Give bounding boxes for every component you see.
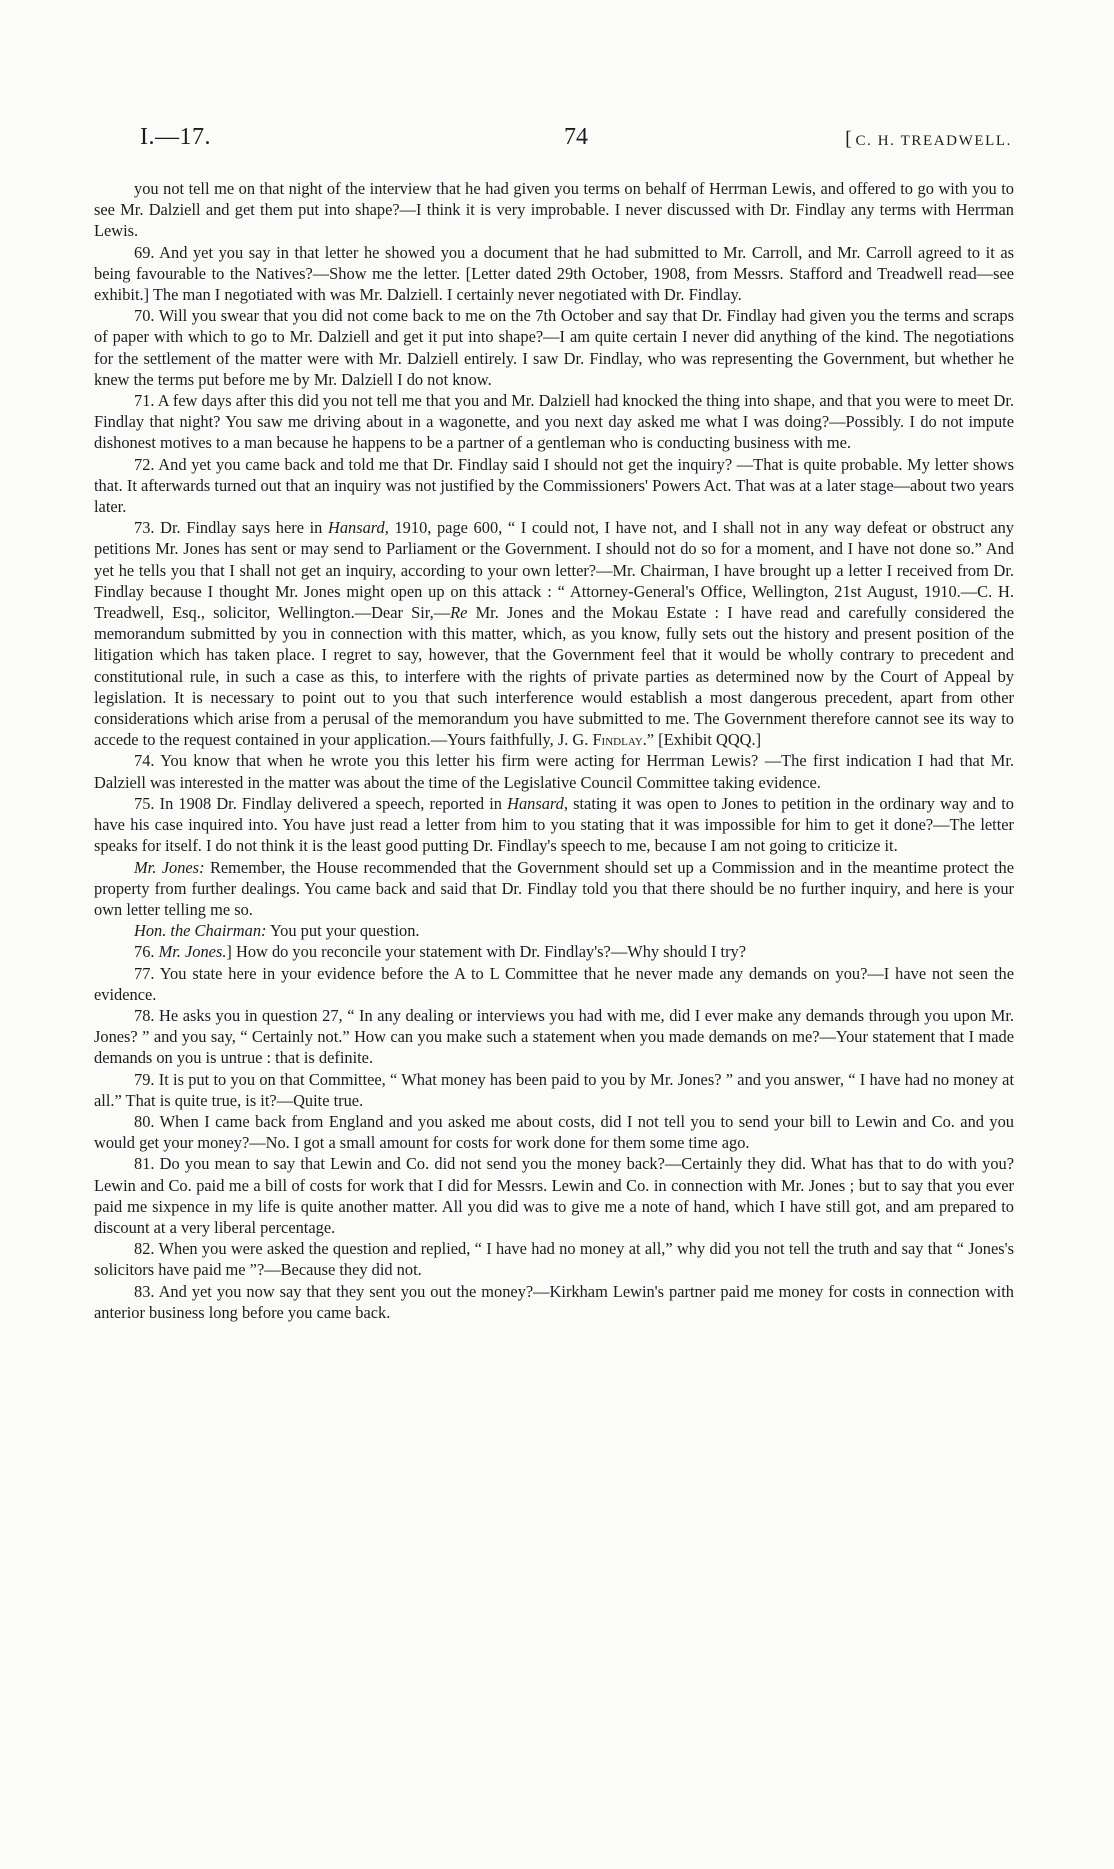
text-run: 75. In 1908 Dr. Findlay delivered a speech, reported in — [134, 793, 508, 813]
transcript-paragraph: 74. You know that when he wrote you this letter his firm were acting for Herrman Lewis? —The first indication I had that Mr. Dalziell was interested in the matter was about the time of the Legislative Council Committee taking evidence. — [94, 751, 1014, 792]
witness-name-header — [845, 128, 1012, 151]
text-run: You put your question. — [266, 921, 420, 941]
italic-text: Re — [450, 603, 468, 623]
transcript-paragraph: 69. And yet you say in that letter he showed you a document that he had submitted to Mr. Carroll, and Mr. Carroll agreed to it as being favourable to the Natives?—Show me the letter. [Letter dated 29th October, 1908, from Messrs. Stafford and Treadwell read—see exhibit.] The man I negotiated with was Mr. Dalziell. I certainly never negotiated with Dr. Findlay. — [94, 242, 1014, 305]
transcript-paragraph: 72. And yet you came back and told me that Dr. Findlay said I should not get the inquiry? —That is quite probable. My letter shows that. It afterwards turned out that an inquiry was not justified by the Commissioners' Powers Act. That was at a later stage—about two years later. — [94, 454, 1014, 517]
text-run: 76. — [134, 942, 159, 962]
bracket-glyph: [ — [845, 128, 854, 150]
text-run: Remember, the House recommended that the Government should set up a Commission and in the meantime protect the property from further dealings. You came back and said that Dr. Findlay told you that there should be no further inquiry, and here is your own letter telling me so. — [94, 857, 1015, 919]
text-run: .” [Exhibit QQQ.] — [642, 730, 762, 750]
witness-name: C. H. TREADWELL. — [855, 133, 1012, 149]
transcript-paragraph: 77. You state here in your evidence before the A to L Committee that he never made any demands on you?—I have not seen the evidence. — [94, 963, 1014, 1004]
page-header — [140, 124, 1012, 164]
transcript-paragraph: 82. When you were asked the question and replied, “ I have had no money at all,” why did you not tell the truth and say that “ Jones's solicitors have paid me ”?—Because they did not. — [94, 1239, 1014, 1280]
transcript-paragraph: 78. He asks you in question 27, “ In any dealing or interviews you had with me, did I ever make any demands through you upon Mr. Jones? ” and you say, “ Certainly not.” How can you make such a statement when you made demands on me?—Your statement that I made demands on you is untrue : that is definite. — [94, 1005, 1014, 1068]
transcript-paragraph — [94, 857, 1014, 921]
transcript-paragraph — [94, 941, 1014, 962]
italic-text: Hon. the Chairman: — [134, 921, 267, 941]
transcript-body — [94, 178, 1014, 1323]
transcript-paragraph — [94, 920, 1014, 941]
italic-text: Hansard — [507, 793, 564, 813]
text-run: , 1910, page 600, “ I could not, I have not, and I shall not in any way defeat or obstruct any petitions Mr. Jones has sent or may send to Parliament or the Government. I should not do so for a moment, and I have not done so.” And yet he tells you that I shall not get an inquiry, according to your own letter?—Mr. Chairman, I have brought up a letter I received from Dr. Findlay because I thought Mr. Jones might open up on this attack : “ Attorney-General's Office, Wellington, 21st August, 1910.—C. H. Treadwell, Esq., solicitor, Wellington.—Dear Sir,— — [94, 518, 1014, 623]
text-run: 73. Dr. Findlay says here in — [134, 518, 328, 538]
transcript-paragraph: 79. It is put to you on that Committee, “ What money has been paid to you by Mr. Jones? ” and you answer, “ I have had no money at all.” That is quite true, is it?—Quite true. — [94, 1069, 1014, 1110]
transcript-paragraph: 83. And yet you now say that they sent you out the money?—Kirkham Lewin's partner paid me money for costs in connection with anterior business long before you came back. — [94, 1281, 1014, 1322]
text-run: ] How do you reconcile your statement with Dr. Findlay's?—Why should I try? — [226, 942, 747, 962]
text-run: , stating it was open to Jones to petition in the ordinary way and to have his case inquired into. You have just read a letter from him to you stating that it was impossible for him to get it done?—The letter speaks for itself. I do not think it is the least good putting Dr. Findlay's speech to me, because I am not going to criticize it. — [94, 793, 1014, 856]
transcript-paragraph — [94, 517, 1014, 750]
page-number: 74 — [564, 124, 588, 150]
series-reference: I.—17. — [140, 124, 211, 150]
italic-text: Mr. Jones. — [158, 942, 227, 962]
transcript-paragraph: 81. Do you mean to say that Lewin and Co. did not send you the money back?—Certainly they did. What has that to do with you? Lewin and Co. paid me a bill of costs for work that I did for Messrs. Lewin and Co. in connection with Mr. Jones ; but to say that you ever paid me sixpence in my life is quite another matter. All you did was to give me a note of hand, which I have still got, and am prepared to discount at a very liberal percentage. — [94, 1154, 1014, 1237]
transcript-paragraph — [94, 793, 1014, 857]
transcript-paragraph: 80. When I came back from England and you asked me about costs, did I not tell you to send your bill to Lewin and Co. and you would get your money?—No. I got a small amount for costs for work done for them some time ago. — [94, 1111, 1014, 1153]
transcript-paragraph: 71. A few days after this did you not tell me that you and Mr. Dalziell had knocked the thing into shape, and that you were to meet Dr. Findlay that night? You saw me driving about in a wagonette, and you next day asked me what I was doing?—Possibly. I do not impute dishonest motives to a man because he happens to be a partner of a gentleman who is conducting business with me. — [94, 391, 1014, 453]
italic-text: Mr. Jones: — [134, 857, 205, 877]
transcript-paragraph: 70. Will you swear that you did not come back to me on the 7th October and say that Dr. Findlay had given you the terms and scraps of paper with which to go to Mr. Dalziell and get it put into shape?—I am quite certain I never did anything of the kind. The negotiations for the settlement of the matter were with Mr. Dalziell entirely. I saw Dr. Findlay, who was representing the Government, but whether he knew the terms put before me by Mr. Dalziell I do not know. — [94, 306, 1014, 389]
small-caps-text: Findlay — [592, 730, 643, 750]
transcript-paragraph: you not tell me on that night of the interview that he had given you terms on behalf of Herrman Lewis, and offered to go with you to see Mr. Dalziell and get them put into shape?—I think it is very improbable. I never discussed with Dr. Findlay any terms with Herrman Lewis. — [94, 179, 1014, 241]
text-run: Mr. Jones and the Mokau Estate : I have read and carefully considered the memorandum submitted by you in connection with this matter, which, as you know, fully sets out the history and present position of the litigation which has taken place. I regret to say, however, that the Government feel that it would be wholly contrary to precedent and constitutional rule, in such a case as this, to interfere with the rights of private parties as determined now by the Court of Appeal by legislation. It is necessary to point out to you that such interference would establish a most dangerous precedent, apart from other considerations which arise from a perusal of the memorandum you have submitted to me. The Government therefore cannot see its way to accede to the request contained in your application.—Yours faithfully, J. G. — [94, 603, 1014, 750]
italic-text: Hansard — [327, 518, 385, 538]
